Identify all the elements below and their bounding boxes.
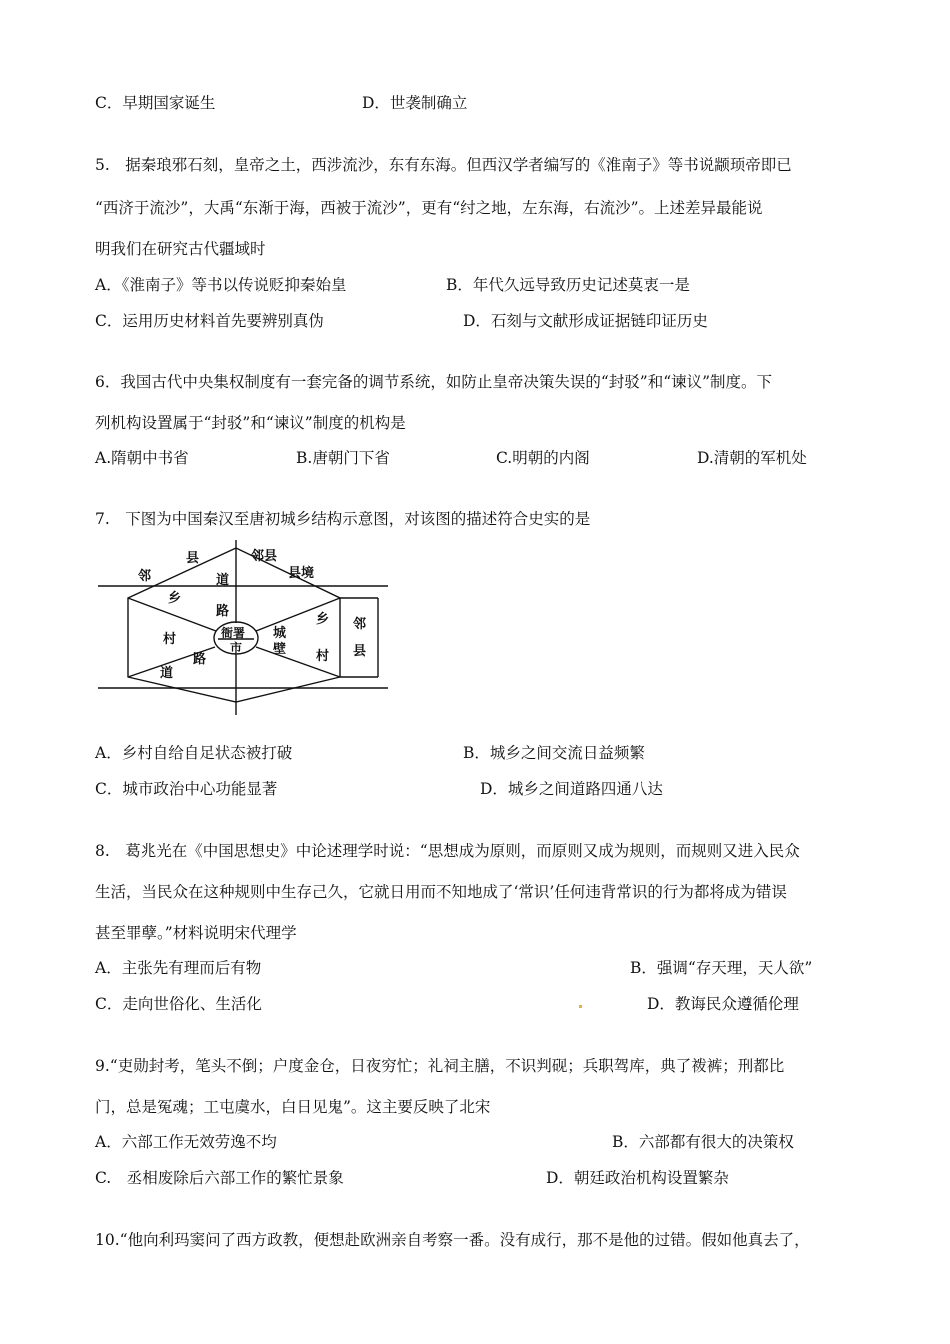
q8-stem-line-3: 甚至罪孽。”材料说明宋代理学 [95,924,297,942]
stray-mark [579,1005,582,1008]
q9-option-c: C. 丞相废除后六部工作的繁忙景象 [95,1169,344,1187]
label-lu-bottom: 路 [193,652,207,667]
q6-option-d: D.清朝的军机处 [697,449,807,467]
q8-option-d: D．教诲民众遵循伦理 [647,995,799,1013]
q5-option-d: D．石刻与文献形成证据链印证历史 [463,312,708,330]
label-xianjing: 县境 [288,566,315,581]
label-cun-right: 村 [316,649,330,664]
q8-option-a: A．主张先有理而后有物 [95,959,262,977]
q4-option-c: C．早期国家诞生 [95,94,216,112]
q9-option-d: D．朝廷政治机构设置繁杂 [546,1169,729,1187]
label-cun-left: 村 [163,632,177,647]
q6-option-c: C.明朝的内阁 [496,449,590,467]
q8-option-c: C．走向世俗化、生活化 [95,995,262,1013]
q5-stem-line-3: 明我们在研究古代疆域时 [95,240,266,258]
q6-option-a: A.隋朝中书省 [95,449,189,467]
q9-stem-line-2: 门，总是冤魂；工屯虞水，白日见鬼”。这主要反映了北宋 [95,1098,491,1116]
q7-option-a: A．乡村自给自足状态被打破 [95,744,293,762]
label-lu-top: 路 [216,604,230,619]
label-bi: 壁 [273,642,287,657]
q5-option-b: B．年代久远导致历史记述莫衷一是 [446,276,690,294]
q8-stem-line-2: 生活，当民众在这种规则中生存己久，它就日用而不知地成了‘常识’任何违背常识的行为都将成为错误 [95,883,787,901]
q6-option-b: B.唐朝门下省 [296,449,390,467]
label-lin-left: 邻 [138,569,152,584]
q7-option-b: B．城乡之间交流日益频繁 [463,744,645,762]
q8-stem-line-1: 8. 葛兆光在《中国思想史》中论述理学时说：“思想成为原则，而原则又成为规则，而规则又进入民众 [95,842,800,860]
label-lin-right: 邻 [353,617,367,632]
city-rural-structure-diagram [98,540,388,715]
label-yashu: 衙署 [221,626,246,640]
label-xiang-left: 乡 [168,591,182,606]
q5-option-a: A．《淮南子》等书以传说贬抑秦始皇 [95,276,347,294]
q5-option-c: C．运用历史材料首先要辨别真伪 [95,312,324,330]
label-dao-bottom: 道 [160,666,174,681]
q6-stem-line-2: 列机构设置属于“封驳”和“谏议”制度的机构是 [95,414,406,432]
label-shi: 市 [230,641,243,655]
q9-option-b: B．六部都有很大的决策权 [612,1133,794,1151]
label-xiang-right: 乡 [316,612,330,627]
q7-stem: 7. 下图为中国秦汉至唐初城乡结构示意图，对该图的描述符合史实的是 [95,510,591,528]
q9-option-a: A．六部工作无效劳逸不均 [95,1133,277,1151]
label-xian-right: 县 [353,644,367,659]
label-xian-top: 县 [186,551,200,566]
q9-stem-line-1: 9.“吏勋封考，笔头不倒；户度金仓，日夜穷忙；礼祠主膳，不识判砚；兵职驾库，典了袯裤；刑都比 [95,1057,785,1075]
q4-option-d: D．世袭制确立 [362,94,468,112]
q7-option-d: D．城乡之间道路四通八达 [480,780,663,798]
label-cheng: 城 [273,626,287,641]
q8-option-b: B．强调“存天理，天人欲” [630,959,813,977]
q10-stem-line-1: 10.“他向利玛窦问了西方政教，便想赴欧洲亲自考察一番。没有成行，那不是他的过错。假如他真去了， [95,1231,810,1249]
label-linxian-top: 邻县 [251,549,278,564]
q6-stem-line-1: 6．我国古代中央集权制度有一套完备的调节系统，如防止皇帝决策失误的“封驳”和“谏议”制度。下 [95,373,773,391]
label-dao-top: 道 [216,573,230,588]
q5-stem-line-2: “西济于流沙”，大禹“东渐于海，西被于流沙”，更有“纣之地，左东海，右流沙”。上述差异最能说 [95,199,763,217]
q5-stem-line-1: 5. 据秦琅邪石刻，皇帝之土，西涉流沙，东有东海。但西汉学者编写的《淮南子》等书说颛顼帝即已 [95,156,792,174]
q7-option-c: C．城市政治中心功能显著 [95,780,278,798]
